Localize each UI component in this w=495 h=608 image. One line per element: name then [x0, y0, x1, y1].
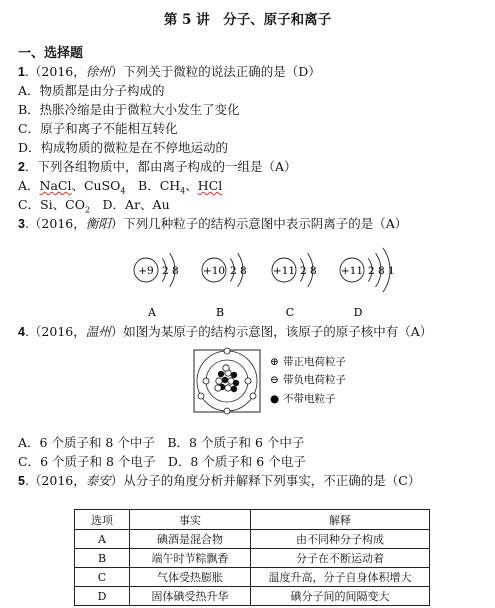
ion-diagram-a [134, 253, 179, 319]
nucleus-charge: +9 [138, 265, 154, 277]
q1-option-d: D．构成物质的微粒是在不停地运动的 [18, 140, 229, 155]
table-cell: 温度升高，分子自身体积增大 [251, 568, 430, 587]
legend-negative-label: 带负电荷粒子 [283, 374, 346, 386]
source-place: 泰安 [85, 473, 111, 488]
formula-hcl: HCl [197, 178, 223, 193]
shell-electron-counts: 2 8 [300, 265, 317, 277]
source-place: 衡阳 [85, 216, 111, 231]
source-open: .（2016， [24, 324, 86, 339]
q2-options-ab [18, 176, 222, 196]
diagram-label: B [215, 306, 225, 319]
question-number: 1 [18, 65, 25, 79]
table-cell: A [75, 530, 130, 549]
table-cell: C [75, 568, 130, 587]
section-heading: 一、选择题 [18, 46, 84, 61]
question-stem: ）如图为某原子的结构示意图，该原子的原子核中有（A） [110, 324, 433, 339]
ion-diagram-c [272, 253, 317, 319]
table-cell: B [75, 549, 130, 568]
table-row [75, 549, 430, 568]
question-stem: ）下列几种粒子的结构示意图中表示阴离子的是（A） [110, 216, 408, 231]
table-cell: 固体碘受热升华 [130, 587, 251, 606]
explanation-table [74, 509, 430, 606]
q1-option-c: C．原子和离子不能相互转化 [18, 121, 178, 136]
shell-electron-counts: 2 8 [230, 265, 247, 277]
ion-diagram-b [202, 253, 247, 319]
ion-diagram-d [340, 248, 395, 319]
q1-option-a: A．物质都是由分子构成的 [18, 83, 165, 98]
table-row [75, 568, 430, 587]
nucleus-charge: +10 [202, 265, 226, 277]
formula-cuso: 、CuSO [71, 178, 121, 193]
shell-electron-counts: 2 8 1 [368, 265, 395, 277]
table-row [75, 530, 430, 549]
option-c-text: C．Si、CO [18, 197, 85, 212]
question-1 [18, 62, 321, 80]
question-2 [18, 157, 296, 175]
option-d-text: D．Ar、Au [90, 197, 170, 212]
separator: 、 [185, 178, 198, 193]
source-open: .（2016， [24, 216, 86, 231]
question-4 [18, 322, 432, 340]
legend-negative-icon: ⊖ [270, 374, 279, 386]
table-cell: 碘分子间的间隔变大 [251, 587, 430, 606]
table-cell: 分子在不断运动着 [251, 549, 430, 568]
table-row [75, 587, 430, 606]
nucleus-charge: +11 [340, 265, 364, 277]
legend-neutral-icon: ● [270, 393, 280, 405]
table-cell: 碘酒是混合物 [130, 530, 251, 549]
source-place: 温州 [85, 324, 111, 339]
table-cell: 端午时节粽飘香 [130, 549, 251, 568]
question-stem: ．下列各组物质中，都由离子构成的一组是（A） [24, 159, 297, 174]
table-cell: 气体受热膨胀 [130, 568, 251, 587]
q2-options-cd [18, 195, 170, 215]
diagram-label: D [353, 306, 363, 319]
question-stem: ）下列关于微粒的说法正确的是（D） [110, 64, 321, 79]
ion-structure-diagrams [0, 230, 495, 322]
nucleus [215, 365, 239, 392]
question-number: 3 [18, 217, 25, 231]
subscript: 4 [120, 186, 126, 196]
legend-positive-label: 带正电荷粒子 [283, 356, 346, 368]
table-header-row [75, 510, 430, 530]
question-stem: ）从分子的角度分析并解释下列事实，不正确的是（C） [110, 473, 421, 488]
source-place: 徐州 [85, 64, 111, 79]
question-number: 5 [18, 474, 25, 488]
q1-option-b: B．热胀冷缩是由于微粒大小发生了变化 [18, 102, 240, 117]
option-b-text: B．CH [125, 178, 181, 193]
subscript: 2 [84, 205, 91, 215]
option-prefix: A． [18, 178, 40, 193]
formula-nacl: NaCl [39, 178, 72, 193]
source-open: .（2016， [24, 473, 86, 488]
shell-electron-counts: 2 8 [162, 265, 179, 277]
question-5 [18, 471, 420, 489]
question-number: 2 [18, 160, 25, 174]
legend-positive-icon: ⊕ [270, 356, 279, 368]
question-number: 4 [18, 325, 25, 339]
subscript: 4 [180, 186, 186, 196]
diagram-label: C [285, 306, 295, 319]
legend-neutral-label: 不带电粒子 [283, 393, 336, 405]
nucleus-charge: +11 [272, 265, 296, 277]
table-header: 事实 [130, 510, 251, 530]
q4-options-cd: C．6 个质子和 8 个电子 D．8 个质子和 6 个电子 [18, 454, 306, 469]
table-header: 解释 [251, 510, 430, 530]
table-header: 选项 [75, 510, 130, 530]
source-open: .（2016， [24, 64, 86, 79]
diagram-label: A [148, 306, 156, 319]
page-title: 第 5 讲 分子、原子和离子 [163, 12, 332, 28]
q4-options-ab: A．6 个质子和 8 个中子 B．8 个质子和 6 个中子 [18, 435, 305, 450]
atom-diagram [190, 346, 410, 418]
table-cell: 由不同种分子构成 [251, 530, 430, 549]
table-cell: D [75, 587, 130, 606]
